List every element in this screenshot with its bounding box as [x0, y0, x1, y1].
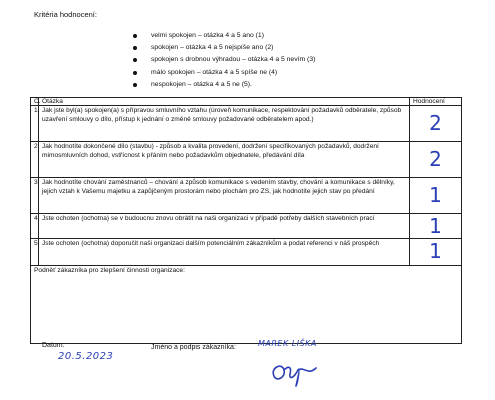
handwritten-score: 2	[429, 111, 442, 135]
row-num: 4	[31, 214, 39, 239]
signature-icon	[268, 356, 328, 388]
row-score-cell[interactable]	[410, 214, 462, 239]
header-question: Otázka	[39, 98, 410, 106]
bullet-icon	[133, 71, 137, 75]
date-value: 20.5.2023	[58, 351, 114, 362]
handwritten-score: 2	[429, 147, 442, 171]
survey-table	[30, 97, 462, 344]
date-label: Datum:	[42, 342, 65, 349]
row-score-cell[interactable]	[410, 142, 462, 178]
row-score-cell[interactable]	[410, 106, 462, 142]
suggestions-field[interactable]	[31, 266, 462, 344]
criteria-item: velmi spokojen – otázka 4 a 5 ano (1)	[133, 30, 315, 42]
criteria-list	[133, 30, 315, 91]
suggestions-label: Podněť zákazníka pro zlepšení činnosti organizace:	[34, 267, 185, 274]
bullet-icon	[133, 34, 137, 38]
customer-name-value: MAREK LIŠKA	[258, 339, 317, 348]
bullet-icon	[133, 46, 137, 50]
criteria-item: spokojen s drobnou výhradou – otázka 4 a 5 nevím (3)	[133, 54, 315, 66]
header-score: Hodnocení	[410, 98, 462, 106]
row-question: Jste ochoten (ochotna) doporučit naši organizaci dalším potenciálním zákazníkům a podat referenci v náš prospěch	[39, 239, 410, 266]
table-header-row	[31, 98, 462, 106]
customer-name-label: Jméno a podpis zákazníka:	[151, 344, 236, 351]
header-num: Č.	[31, 98, 39, 106]
row-score-cell[interactable]	[410, 239, 462, 266]
handwritten-score: 1	[429, 183, 442, 207]
bullet-icon	[133, 83, 137, 87]
criteria-item: málo spokojen – otázka 4 a 5 spíše ne (4)	[133, 67, 315, 79]
criteria-item: nespokojen – otázka 4 a 5 ne (5).	[133, 79, 315, 91]
bullet-icon	[133, 58, 137, 62]
criteria-item: spokojen – otázka 4 a 5 nejspíše ano (2)	[133, 42, 315, 54]
table-row	[31, 214, 462, 239]
row-num: 2	[31, 142, 39, 178]
row-question: Jak jste byl(a) spokojen(a) s přípravou smluvního vztahu (úroveň komunikace, respektování požadavků odběratele, způsob uzavření smlouvy o dílo, přístup k jednání o změně smlouvy požadované odběratelem apod.)	[39, 106, 410, 142]
row-question: Jak hodnotíte chování zaměstnanců – chování a způsob komunikace s vedením stavby, chování a komunikace s dělníky, jejich vztah k Vašemu majetku a zapůjčeným prostorám nebo plochám pro ZS, jak hodnotíte jejich stav po předání	[39, 178, 410, 214]
row-num: 3	[31, 178, 39, 214]
row-num: 1	[31, 106, 39, 142]
table-row	[31, 106, 462, 142]
row-question: Jste ochoten (ochotna) se v budoucnu znovu obrátit na naši organizaci v případě potřeby dalších stavebních prací	[39, 214, 410, 239]
row-score-cell[interactable]	[410, 178, 462, 214]
table-row	[31, 239, 462, 266]
table-row	[31, 178, 462, 214]
suggestions-row	[31, 266, 462, 344]
table-row	[31, 142, 462, 178]
row-question: Jak hodnotíte dokončené dílo (stavbu) - způsob a kvalita provedení, dodržení specifikovaných požadavků, dodržení mimosmluvních dohod, vstřícnost k přáním nebo požadavkům objednatele, předávání díla	[39, 142, 410, 178]
handwritten-score: 1	[429, 214, 442, 238]
row-num: 5	[31, 239, 39, 266]
criteria-title: Kritéria hodnocení:	[34, 10, 97, 19]
handwritten-score: 1	[429, 239, 442, 263]
